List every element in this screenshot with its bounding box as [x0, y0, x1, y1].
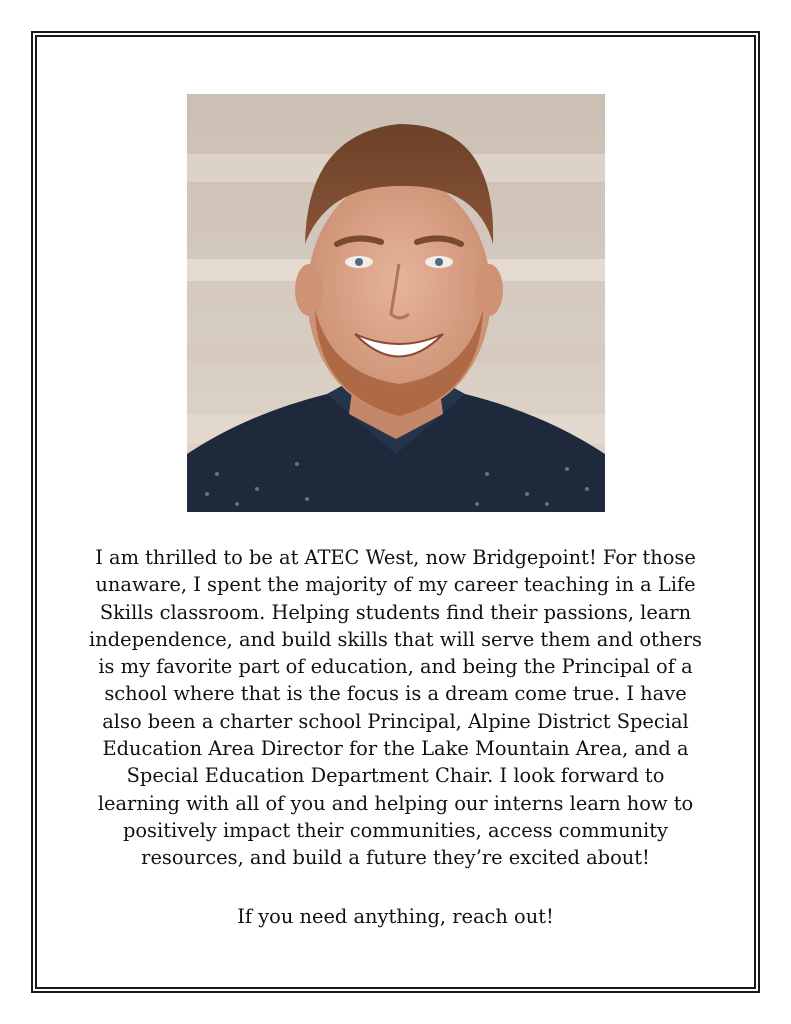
portrait-photo: [187, 94, 605, 512]
bio-paragraph: I am thrilled to be at ATEC West, now Bridgepoint! For those unaware, I spent the majority of my career teaching in a Life Skills classroom. Helping students find their passions, learn independence, and build skills that will serve them and others is my favorite part of education, and being the Principal of a school where that is the focus is a dream come true. I have also been a charter school Principal, Alpine District Special Education Area Director for the Lake Mountain Area, and a Special Education Department Chair. I look forward to learning with all of you and helping our interns learn how to positively impact their communities, access community resources, and build a future they’re excited about!: [89, 546, 702, 870]
closing-line: If you need anything, reach out!: [237, 905, 554, 928]
